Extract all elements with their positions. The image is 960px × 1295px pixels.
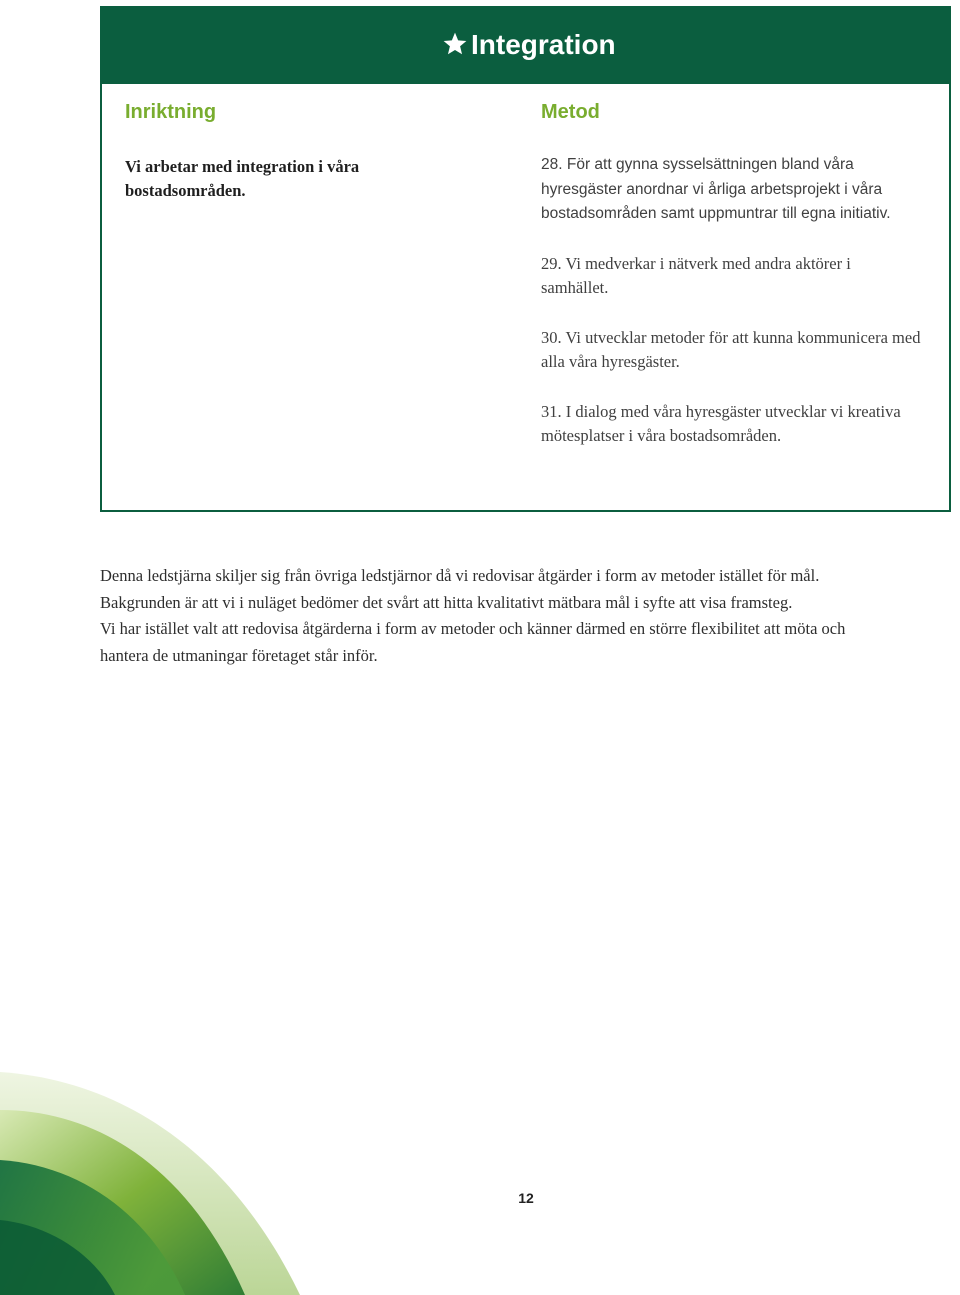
metod-item-31: 31. I dialog med våra hyresgäster utvecklar vi kreativa mötesplatser i våra bostadsområden. [541,401,901,445]
page-number: 12 [518,1190,534,1206]
inriktning-heading: Inriktning [125,101,217,123]
metod-item-30: 30. Vi utvecklar metoder för att kunna kommunicera med alla våra hyresgäster. [541,327,921,371]
metod-item-29: 29. Vi medverkar i nätverk med andra aktörer i samhället. [541,253,851,297]
metod-heading: Metod [541,101,600,123]
body-line: Vi har istället valt att redovisa åtgärderna i form av metoder och känner därmed en större flexibilitet att möta och [100,619,846,638]
inriktning-text: Vi arbetar med integration i våra bostadsområden. [125,157,360,200]
body-line: Denna ledstjärna skiljer sig från övriga ledstjärnor då vi redovisar åtgärder i form av metoder istället för mål. [100,566,820,585]
body-line: Bakgrunden är att vi i nuläget bedömer det svårt att hitta kvalitativt mätbara mål i syfte att visa framsteg. [100,592,793,612]
card-title-text: Integration [471,29,616,60]
body-line: hantera de utmaningar företaget står inför. [100,645,378,665]
metod-item-28: 28. För att gynna sysselsättningen bland våra hyresgäster anordnar vi årliga arbetsprojekt i våra bostadsområden samt uppmuntrar till egna initiativ. [541,156,891,222]
